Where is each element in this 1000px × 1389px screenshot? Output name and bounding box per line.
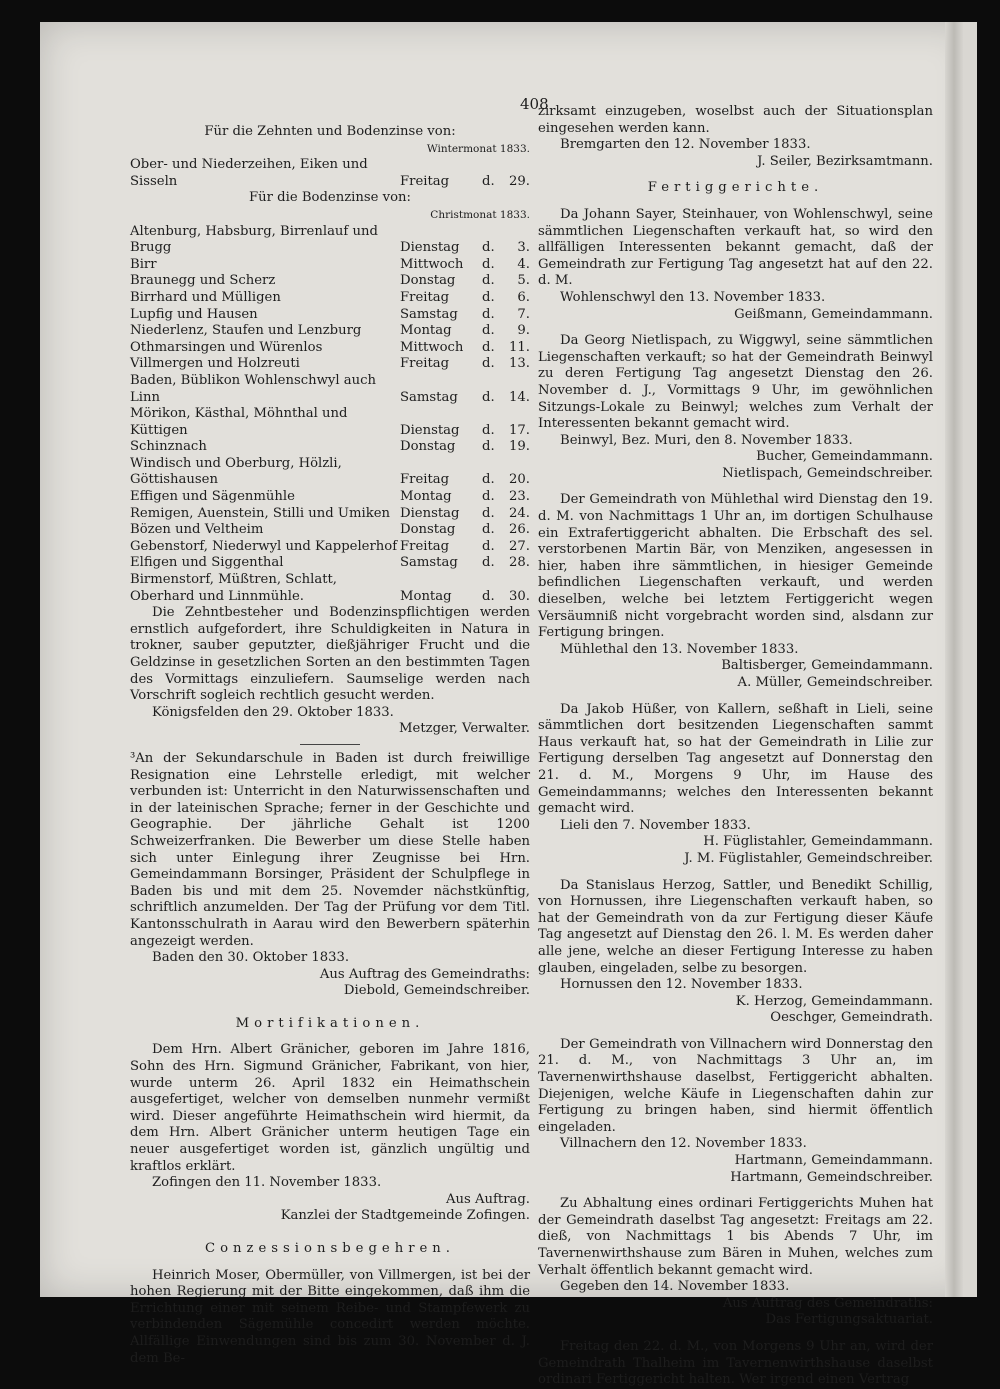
schedule-day: Samstag xyxy=(400,555,458,571)
notice-beinwyl: Da Georg Nietlispach, zu Wiggwyl, seine sämmtlichen Liegenschaften verkauft; so hat der Gemeindrath Beinwyl zu deren Fertigung Tag angesetzt Dienstag den 26. November d. J., Vormittags 9 Uhr, im gewöhnlichen Sitzungs-Lokale zu Beinwyl; welches zum Verhalt der Interessenten bekannt gemacht wird. xyxy=(538,333,933,432)
schedule-d: d. xyxy=(482,422,495,438)
schedule-d: d. xyxy=(482,273,495,289)
schedule-date: 5. xyxy=(517,273,530,289)
bodenzinse-month: Christmonat 1833. xyxy=(430,208,530,221)
zehnt-signature: Metzger, Verwalter. xyxy=(399,721,530,737)
notice-lieli-signature2: J. M. Füglistahler, Gemeindschreiber. xyxy=(684,850,933,866)
zehnt-dateline: Königsfelden den 29. Oktober 1833. xyxy=(152,704,394,720)
notice-wohlenschwyl-dateline: Wohlenschwyl den 13. November 1833. xyxy=(560,289,826,305)
schedule-date: 27. xyxy=(509,538,530,554)
notice-muehlethal-dateline: Mühlethal den 13. November 1833. xyxy=(560,641,799,657)
schedule-d: d. xyxy=(482,439,495,455)
schedule-date: 26. xyxy=(509,522,530,538)
schedule-day: Freitag xyxy=(400,472,450,488)
schedule-date: 23. xyxy=(509,489,530,505)
schedule-date: 4. xyxy=(517,256,530,272)
notice-lieli-dateline: Lieli den 7. November 1833. xyxy=(560,817,751,833)
schedule-row xyxy=(130,273,530,290)
notice-muehlethal-signature1: Baltisberger, Gemeindammann. xyxy=(721,658,933,674)
notice-hornussen: Da Stanislaus Herzog, Sattler, und Benedikt Schillig, von Hornussen, ihre Liegenschaften verkauft haben, so hat der Gemeindrath von da zur Fertigung dieser Käufe Tag angesetzt auf Dienstag den 26. l. M. Es werden daher alle jene, welche an dieser Fertigung Interesse zu haben glauben, eingeladen, selbe zu besorgen. xyxy=(538,877,933,976)
schedule-place: Mörikon, Kästhal, Möhnthal und Küttigen xyxy=(130,406,348,438)
next-page-edge xyxy=(963,22,977,1297)
konzession-continuation: zirksamt einzugeben, woselbst auch der Situationsplan eingesehen werden kann. xyxy=(538,104,933,136)
schedule-date: 24. xyxy=(509,505,530,521)
schedule-d: d. xyxy=(482,173,495,189)
schedule-d: d. xyxy=(482,489,495,505)
schedule-date: 19. xyxy=(509,439,530,455)
notice-muehlethal: Der Gemeindrath von Mühlethal wird Dienstag den 19. d. M. von Nachmittags 1 Uhr an, im dortigen Schulhause ein Extrafertiggericht abhalten. Die Erbschaft des sel. verstorbenen Martin Bär, von Menziken, angesessen in hier, haben ihre sämmtlichen, in hiesiger Gemeinde befindlichen Liegenschaften verkauft, und werden dieselben, welche bei letztem Fertiggericht wegen Versäumniß nicht vorgebracht worden sind, alsdann zur Fertigung bringen. xyxy=(538,492,933,641)
schedule-place: Elfigen und Siggenthal xyxy=(130,555,284,571)
notice-muhen: Zu Abhaltung eines ordinari Fertiggerichts Muhen hat der Gemeindrath daselbst Tag angesetzt: Freitags am 22. dieß, von Nachmittags 1 bis Abends 7 Uhr, im Tavernenwirthshause zum Bären in Muhen, welches zum Verhalt öffentlich bekannt gemacht wird. xyxy=(538,1196,933,1278)
schedule-place: Braunegg und Scherz xyxy=(130,273,276,289)
schedule-d: d. xyxy=(482,389,495,405)
schedule-place: Birmenstorf, Müßtren, Schlatt, Oberhard und Linnmühle. xyxy=(130,572,337,604)
schedule-d: d. xyxy=(482,256,495,272)
schedule-date: 17. xyxy=(509,422,530,438)
notice-hornussen-dateline: Hornussen den 12. November 1833. xyxy=(560,977,803,993)
notice-villnachern: Der Gemeindrath von Villnachern wird Donnerstag den 21. d. M., von Nachmittags 3 Uhr an, im Tavernenwirthshause daselbst, Fertiggericht abhalten. Diejenigen, welche Käufe in Liegenschaften dahin zur Fertigung zu bringen haben, sind hiermit öffentlich eingeladen. xyxy=(538,1036,933,1135)
schedule-row xyxy=(130,290,530,307)
notice-lieli: Da Jakob Hüßer, von Kallern, seßhaft in Lieli, seine sämmtlichen dort besitzenden Liegenschaften sammt Haus verkauft hat, so hat der Gemeindrath in Lilie zur Fertigung derselben Tag angesetzt auf Donnerstag den 21. d. M., Morgens 9 Uhr, im Hause des Gemeindammanns; welches den Interessenten bekannt gemacht wird. xyxy=(538,701,933,817)
notice-villnachern-signature2: Hartmann, Gemeindschreiber. xyxy=(730,1169,933,1185)
mortifikation-signature-line2: Kanzlei der Stadtgemeinde Zofingen. xyxy=(280,1208,530,1224)
schedule-day: Freitag xyxy=(400,289,450,305)
schedule-row xyxy=(130,323,530,340)
schedule-date: 6. xyxy=(517,289,530,305)
school-dateline: Baden den 30. Oktober 1833. xyxy=(152,950,350,966)
schedule-place: Lupfig und Hausen xyxy=(130,306,258,322)
page-gutter xyxy=(945,22,963,1297)
notice-thalheim: Freitag den 22. d. M., von Morgens 9 Uhr an, wird der Gemeindrath Thalheim im Tavernenwirthshause daselbst ordinari Fertiggericht halten. Wer irgend einen Vertrag xyxy=(538,1338,933,1388)
schedule-day: Montag xyxy=(400,323,452,339)
schedule-row xyxy=(130,506,530,523)
zehnten-schedule xyxy=(130,157,530,190)
schedule-d: d. xyxy=(482,505,495,521)
schedule-place: Villmergen und Holzreuti xyxy=(130,356,300,372)
konzession-signature: J. Seiler, Bezirksamtmann. xyxy=(757,153,933,169)
schedule-d: d. xyxy=(482,472,495,488)
schedule-date: 28. xyxy=(509,555,530,571)
zehnten-month: Wintermonat 1833. xyxy=(426,142,530,155)
schedule-row xyxy=(130,406,530,439)
mortifikation-signature-line1: Aus Auftrag. xyxy=(446,1191,530,1207)
schedule-row xyxy=(130,257,530,274)
bodenzinse-schedule xyxy=(130,224,530,606)
schedule-d: d. xyxy=(482,289,495,305)
notice-muhen-dateline: Gegeben den 14. November 1833. xyxy=(560,1279,790,1295)
schedule-day: Freitag xyxy=(400,538,450,554)
notice-hornussen-signature2: Oeschger, Gemeindrath. xyxy=(770,1010,933,1026)
schedule-day: Donstag xyxy=(400,273,456,289)
schedule-day: Dienstag xyxy=(400,422,460,438)
konzession-heading: Conzessionsbegehren. xyxy=(204,1241,455,1256)
notice-muhen-signature2: Das Fertigungsaktuariat. xyxy=(765,1312,933,1328)
schedule-day: Montag xyxy=(400,588,452,604)
schedule-row xyxy=(130,489,530,506)
notice-villnachern-signature1: Hartmann, Gemeindammann. xyxy=(734,1153,933,1169)
schedule-row xyxy=(130,373,530,406)
bodenzinse-heading: Für die Bodenzinse von: xyxy=(249,190,411,206)
schedule-row xyxy=(130,456,530,489)
mortifikation-text: Dem Hrn. Albert Gränicher, geboren im Jahre 1816, Sohn des Hrn. Sigmund Gränicher, Fabrikant, von hier, wurde unterm 26. April 1832 ein Heimathschein ausgefertiget, welcher von demselben nunmehr vermißt wird. Dieser angeführte Heimathschein wird hiermit, da dem Hrn. Albert Gränicher unterm heutigen Tage ein neuer ausgefertiget worden ist, gänzlich ungültig und kraftlos erklärt. xyxy=(130,1042,530,1174)
schedule-day: Montag xyxy=(400,489,452,505)
fertiggerichte-heading: Fertiggerichte. xyxy=(647,180,824,196)
schedule-place: Birrhard und Mülligen xyxy=(130,289,281,305)
schedule-row xyxy=(130,539,530,556)
schedule-day: Samstag xyxy=(400,306,458,322)
konzession-dateline: Bremgarten den 12. November 1833. xyxy=(560,137,811,153)
schedule-date: 9. xyxy=(517,323,530,339)
notice-muhen-signature1: Aus Auftrag des Gemeindraths: xyxy=(722,1295,933,1311)
school-signature-line2: Diebold, Gemeindschreiber. xyxy=(343,983,530,999)
schedule-d: d. xyxy=(482,306,495,322)
schedule-date: 29. xyxy=(509,173,530,189)
schedule-place: Schinznach xyxy=(130,439,207,455)
schedule-date: 13. xyxy=(509,356,530,372)
schedule-place: Altenburg, Habsburg, Birrenlauf und Brugg xyxy=(130,223,378,256)
schedule-d: d. xyxy=(482,240,495,256)
schedule-d: d. xyxy=(482,555,495,571)
schedule-d: d. xyxy=(482,356,495,372)
schedule-place: Niederlenz, Staufen und Lenzburg xyxy=(130,323,362,339)
schedule-date: 3. xyxy=(517,240,530,256)
konzession-text: Heinrich Moser, Obermüller, von Villmergen, ist bei der hohen Regierung mit der Bitte eingekommen, daß ihm die Errichtung einer mit seinem Reibe- und Stampfewerk zu verbindenden Sägemühle concedirt werden möchte. Allfällige Einwendungen sind bis zum 30. November d. J. dem Be- xyxy=(130,1267,530,1366)
schedule-place: Othmarsingen und Würenlos xyxy=(130,339,323,355)
schedule-date: 14. xyxy=(509,389,530,405)
school-notice-text: ³An der Sekundarschule in Baden ist durch freiwillige Resignation eine Lehrstelle erledigt, mit welcher verbunden ist: Unterricht in den Naturwissenschaften und in der lateinischen Sprache; ferner in der Geschichte und Geographie. Der jährliche Gehalt ist 1200 Schweizerfranken. Die Bewerber um diese Stelle haben sich unter Einlegung ihrer Zeugnisse bei Hrn. Gemeindammann Borsinger, Präsident der Schulpflege in Baden bis und mit dem 25. Novemder nächstkünftig, schriftlich anzumelden. Der Tag der Prüfung vor dem Titl. Kantonsschulrath in Aarau wird den Bewerbern späterhin angezeigt werden. xyxy=(130,750,530,949)
schedule-date: 7. xyxy=(517,306,530,322)
schedule-row xyxy=(130,522,530,539)
schedule-row xyxy=(130,307,530,324)
school-signature-line1: Aus Auftrag des Gemeindraths: xyxy=(319,966,530,982)
schedule-row xyxy=(130,157,530,190)
right-column xyxy=(538,104,933,1389)
notice-wohlenschwyl-signature: Geißmann, Gemeindammann. xyxy=(734,306,933,322)
schedule-day: Freitag xyxy=(400,356,450,372)
notice-villnachern-dateline: Villnachern den 12. November 1833. xyxy=(560,1136,807,1152)
schedule-day: Dienstag xyxy=(400,240,460,256)
schedule-d: d. xyxy=(482,522,495,538)
schedule-day: Donstag xyxy=(400,439,456,455)
schedule-day: Samstag xyxy=(400,389,458,405)
schedule-day: Donstag xyxy=(400,522,456,538)
mortifikation-dateline: Zofingen den 11. November 1833. xyxy=(152,1175,382,1191)
schedule-place: Effigen und Sägenmühle xyxy=(130,489,295,505)
schedule-day: Freitag xyxy=(400,173,450,189)
notice-hornussen-signature1: K. Herzog, Gemeindammann. xyxy=(735,993,933,1009)
schedule-place: Remigen, Auenstein, Stilli und Umiken xyxy=(130,505,391,521)
schedule-row xyxy=(130,224,530,257)
zehnten-heading: Für die Zehnten und Bodenzinse von: xyxy=(204,124,456,139)
notice-beinwyl-dateline: Beinwyl, Bez. Muri, den 8. November 1833. xyxy=(560,432,853,448)
divider xyxy=(300,744,360,745)
schedule-place: Birr xyxy=(130,256,157,272)
notice-wohlenschwyl: Da Johann Sayer, Steinhauer, von Wohlenschwyl, seine sämmtlichen Liegenschaften verkauft hat, so wird den allfälligen Interessenten bekannt gemacht, daß der Gemeindrath zur Fertigung Tag angesetzt hat auf den 22. d. M. xyxy=(538,206,933,289)
schedule-d: d. xyxy=(482,588,495,604)
notice-muehlethal-signature2: A. Müller, Gemeindschreiber. xyxy=(737,675,933,690)
schedule-place: Windisch und Oberburg, Hölzli, Göttishausen xyxy=(130,455,342,488)
schedule-row xyxy=(130,572,530,605)
zehnt-notice-text: Die Zehntbesteher und Bodenzinspflichtigen werden ernstlich aufgefordert, ihre Schuldigkeiten in Natura in trokner, sauber geputzter, dießjähriger Frucht und die Geldzinse in gesetzlichen Sorten an den bestimmten Tagen des Vormittags einzuliefern. Saumselige werden nach Vorschrift sogleich rechtlich gesucht werden. xyxy=(130,605,530,704)
notice-lieli-signature1: H. Füglistahler, Gemeindammann. xyxy=(703,834,933,850)
schedule-day: Mittwoch xyxy=(400,256,464,272)
schedule-date: 30. xyxy=(509,588,530,604)
schedule-place: Ober- und Niederzeihen, Eiken und Sisseln xyxy=(130,157,368,189)
page-number: 408 xyxy=(520,95,549,113)
schedule-row xyxy=(130,356,530,373)
notice-beinwyl-signature2: Nietlispach, Gemeindschreiber. xyxy=(722,465,933,481)
left-column xyxy=(130,124,530,1367)
schedule-d: d. xyxy=(482,538,495,554)
schedule-place: Baden, Büblikon Wohlenschwyl auch Linn xyxy=(130,372,376,405)
schedule-d: d. xyxy=(482,339,495,355)
mortifikationen-heading: Mortifikationen. xyxy=(235,1015,425,1031)
schedule-day: Dienstag xyxy=(400,505,460,521)
schedule-row xyxy=(130,555,530,572)
schedule-place: Gebenstorf, Niederwyl und Kappelerhof xyxy=(130,538,398,554)
schedule-d: d. xyxy=(482,323,495,339)
schedule-row xyxy=(130,340,530,357)
notice-beinwyl-signature1: Bucher, Gemeindammann. xyxy=(756,449,933,465)
schedule-date: 11. xyxy=(509,339,530,355)
schedule-place: Bözen und Veltheim xyxy=(130,522,264,538)
schedule-date: 20. xyxy=(509,472,530,488)
schedule-day: Mittwoch xyxy=(400,339,464,355)
schedule-row xyxy=(130,439,530,456)
